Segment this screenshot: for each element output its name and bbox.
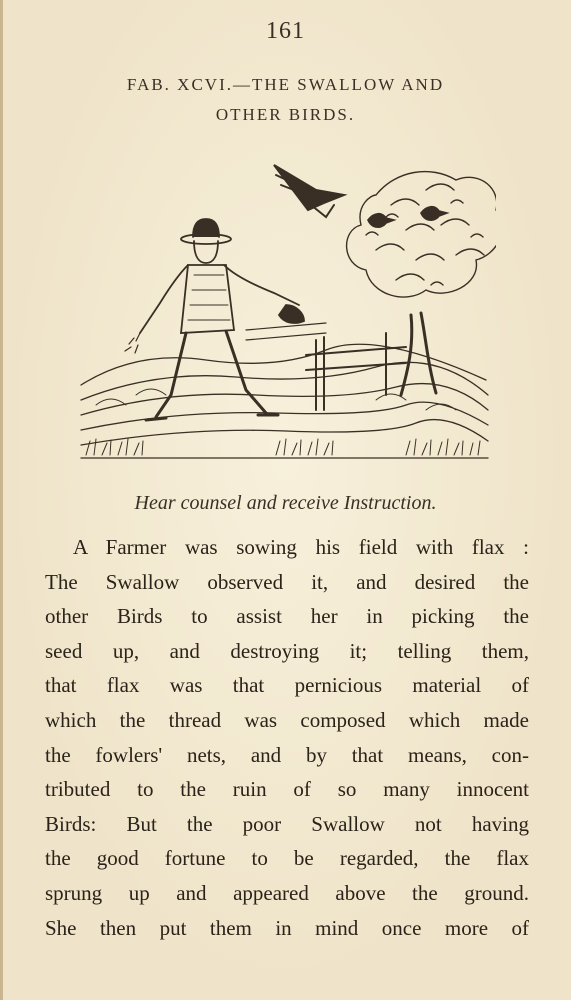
body-line: The Swallow observed it, and desired the — [45, 569, 529, 594]
tree — [347, 172, 496, 395]
farmer-sowing — [125, 219, 304, 420]
body-line: She then put them in mind once more of — [45, 915, 529, 940]
body-line: sprung up and appeared above the ground. — [45, 880, 529, 905]
body-line: seed up, and destroying it; telling them, — [45, 638, 529, 663]
body-line: which the thread was composed which made — [45, 707, 529, 732]
wooden-fence — [246, 323, 406, 410]
moral-caption: Hear counsel and receive Instruction. — [134, 492, 437, 514]
page-number: 161 — [266, 18, 305, 44]
ground-hatching — [81, 344, 488, 458]
body-line: that flax was that pernicious material of — [45, 673, 529, 698]
body-line: the fowlers' nets, and by that means, con- — [45, 742, 529, 767]
body-line: Birds: But the poor Swallow not having — [45, 811, 529, 836]
body-line: A Farmer was sowing his field with flax : — [73, 535, 529, 559]
fable-body — [45, 530, 529, 945]
perched-birds — [368, 207, 447, 227]
woodcut-illustration — [76, 155, 496, 470]
body-line: tributed to the ruin of so many innocent — [45, 777, 529, 802]
body-line: other Birds to assist her in picking the — [45, 604, 529, 629]
fable-title-line-1: FAB. XCVI.—THE SWALLOW AND — [126, 75, 445, 94]
body-line: the good fortune to be regarded, the flax — [45, 846, 529, 871]
fable-title-line-2: OTHER BIRDS. — [215, 105, 356, 124]
page-edge — [0, 0, 3, 1000]
swallow-flying — [274, 165, 344, 217]
fable-title — [40, 70, 531, 130]
